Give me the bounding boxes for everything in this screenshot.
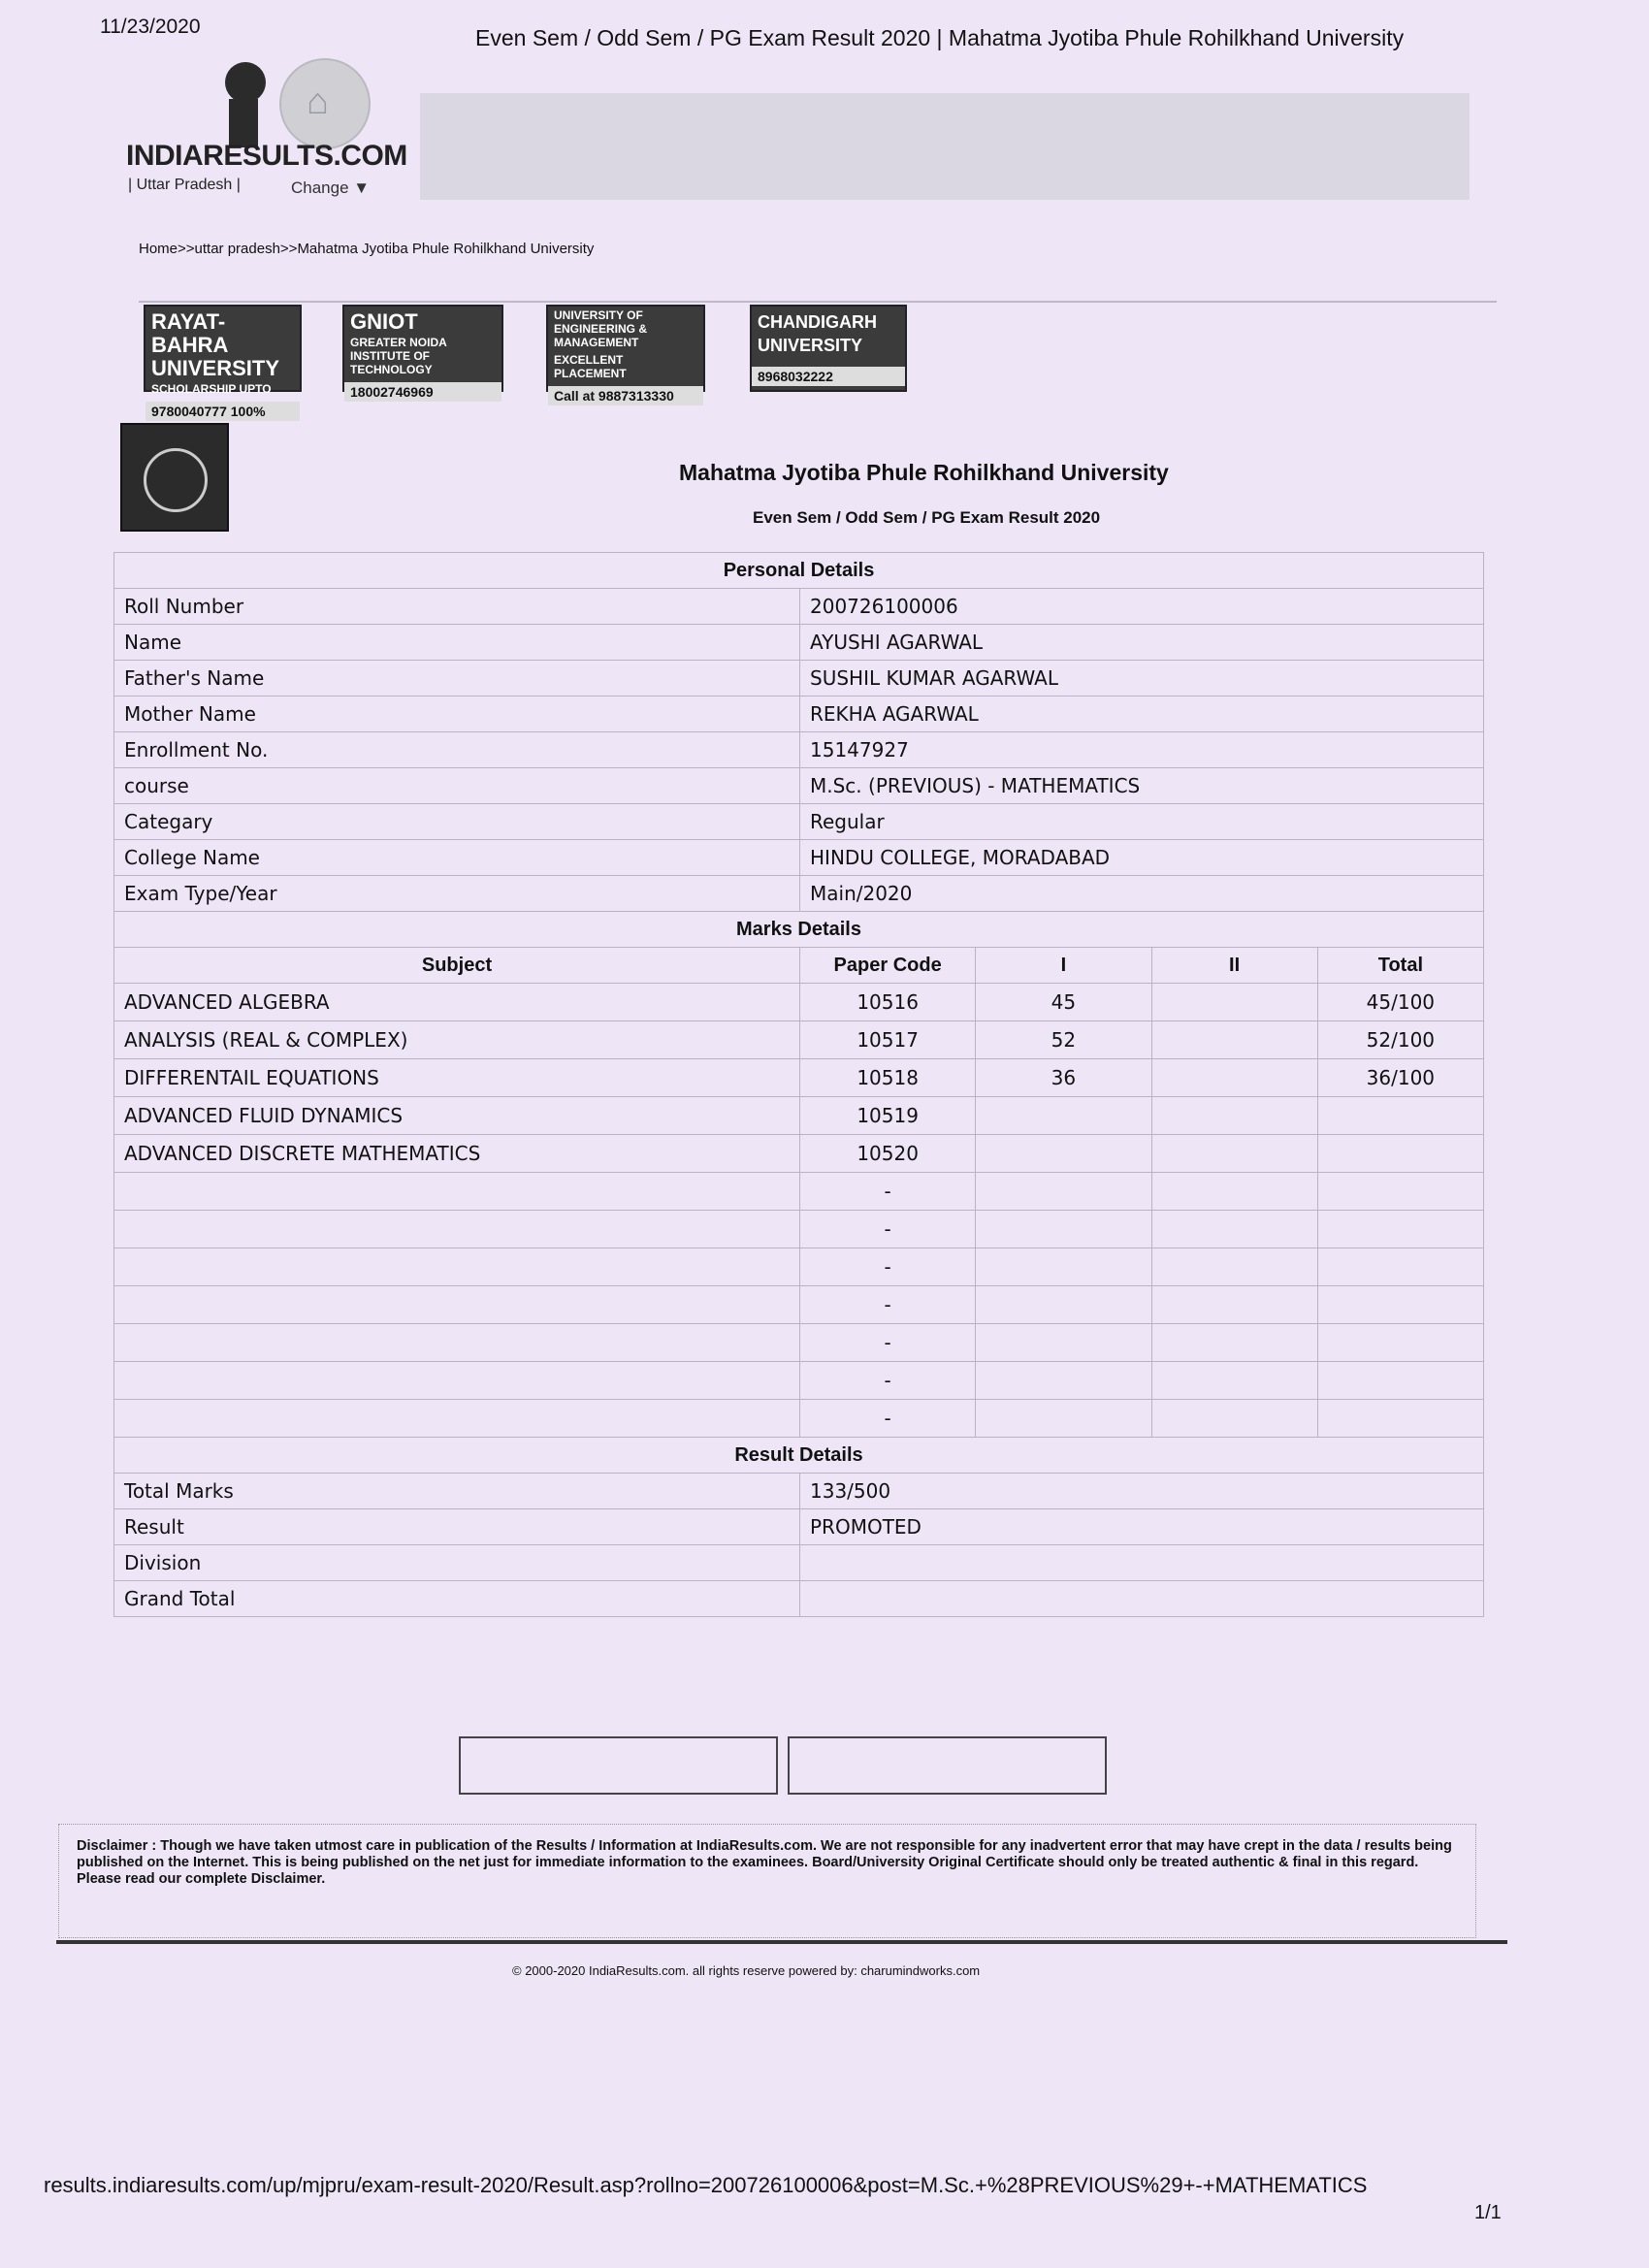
subject-header: Subject — [114, 948, 800, 984]
part-one-marks — [976, 1135, 1151, 1173]
part-one-marks — [976, 1097, 1151, 1135]
personal-row — [114, 661, 1484, 697]
university-seal — [120, 423, 229, 532]
personal-row — [114, 876, 1484, 912]
field-label: Division — [114, 1545, 800, 1581]
result-row — [114, 1581, 1484, 1617]
indiaresults-logo[interactable] — [124, 56, 407, 202]
result-row — [114, 1545, 1484, 1581]
total-header: Total — [1317, 948, 1483, 984]
back-button[interactable] — [788, 1736, 1107, 1795]
marks-row — [114, 984, 1484, 1021]
exam-name: Even Sem / Odd Sem / PG Exam Result 2020 — [753, 508, 1101, 527]
personal-row — [114, 589, 1484, 625]
marks-row — [114, 1173, 1484, 1211]
logo-text: INDIARESULTS.COM — [126, 140, 407, 172]
ad-rayat-bahra[interactable] — [144, 305, 302, 419]
ad-title: RAYAT-BAHRA UNIVERSITY — [151, 309, 280, 380]
subject-name — [114, 1173, 800, 1211]
part-two-marks — [1151, 1021, 1317, 1059]
paper-code: 10516 — [800, 984, 976, 1021]
total-marks — [1317, 1286, 1483, 1324]
part-one-marks — [976, 1173, 1151, 1211]
total-marks — [1317, 1211, 1483, 1248]
subject-name: ADVANCED DISCRETE MATHEMATICS — [114, 1135, 800, 1173]
marks-row — [114, 1135, 1484, 1173]
paper-code: 10517 — [800, 1021, 976, 1059]
ad-title: CHANDIGARH UNIVERSITY — [758, 312, 877, 355]
paper-code: - — [800, 1211, 976, 1248]
print-date: 11/23/2020 — [100, 16, 201, 38]
total-marks — [1317, 1400, 1483, 1438]
field-label: Grand Total — [114, 1581, 800, 1617]
marks-row — [114, 1400, 1484, 1438]
result-row — [114, 1474, 1484, 1509]
paper-code: - — [800, 1362, 976, 1400]
total-marks: 36/100 — [1317, 1059, 1483, 1097]
print-button[interactable] — [459, 1736, 778, 1795]
field-value: 200726100006 — [800, 589, 1484, 625]
subject-name — [114, 1211, 800, 1248]
marks-row — [114, 1211, 1484, 1248]
field-label: Father's Name — [114, 661, 800, 697]
field-value: M.Sc. (PREVIOUS) - MATHEMATICS — [800, 768, 1484, 804]
field-value: Regular — [800, 804, 1484, 840]
paper-code: - — [800, 1400, 976, 1438]
field-label: course — [114, 768, 800, 804]
marks-heading-row — [114, 912, 1484, 948]
change-state-link[interactable]: Change ▼ — [291, 178, 371, 197]
subject-name — [114, 1324, 800, 1362]
paper-code: 10518 — [800, 1059, 976, 1097]
field-value: PROMOTED — [800, 1509, 1484, 1545]
personal-details-heading: Personal Details — [114, 553, 1484, 589]
personal-row — [114, 625, 1484, 661]
ad-subtitle: EXCELLENT PLACEMENT — [554, 353, 627, 380]
part-one-marks — [976, 1400, 1151, 1438]
personal-row — [114, 804, 1484, 840]
total-marks — [1317, 1173, 1483, 1211]
part-two-marks — [1151, 1173, 1317, 1211]
personal-row — [114, 697, 1484, 732]
ad-gniot[interactable] — [342, 305, 503, 400]
total-marks: 45/100 — [1317, 984, 1483, 1021]
subject-name — [114, 1400, 800, 1438]
ad-banner[interactable] — [420, 93, 1470, 200]
field-value: 15147927 — [800, 732, 1484, 768]
field-value: REKHA AGARWAL — [800, 697, 1484, 732]
part-two-marks — [1151, 1324, 1317, 1362]
marks-row — [114, 1286, 1484, 1324]
marks-row — [114, 1021, 1484, 1059]
paper-code: - — [800, 1173, 976, 1211]
field-value — [800, 1581, 1484, 1617]
part-one-header: I — [976, 948, 1151, 984]
field-value: SUSHIL KUMAR AGARWAL — [800, 661, 1484, 697]
breadcrumb[interactable]: Home>>uttar pradesh>>Mahatma Jyotiba Phule Rohilkhand University — [139, 241, 595, 257]
subject-name: DIFFERENTAIL EQUATIONS — [114, 1059, 800, 1097]
part-one-marks: 45 — [976, 984, 1151, 1021]
field-label: Enrollment No. — [114, 732, 800, 768]
marks-header-row — [114, 948, 1484, 984]
field-value: AYUSHI AGARWAL — [800, 625, 1484, 661]
marks-row — [114, 1362, 1484, 1400]
field-label: Categary — [114, 804, 800, 840]
paper-code: - — [800, 1324, 976, 1362]
subject-name: ANALYSIS (REAL & COMPLEX) — [114, 1021, 800, 1059]
subject-name — [114, 1362, 800, 1400]
field-label: Exam Type/Year — [114, 876, 800, 912]
ad-chandigarh-university[interactable] — [750, 305, 907, 392]
result-details-heading: Result Details — [114, 1438, 1484, 1474]
marks-details-heading: Marks Details — [114, 912, 1484, 948]
total-marks — [1317, 1324, 1483, 1362]
ad-phone: 18002746969 — [344, 382, 501, 402]
field-label: Result — [114, 1509, 800, 1545]
ad-subtitle: GREATER NOIDA INSTITUTE OF TECHNOLOGY — [350, 336, 447, 376]
divider — [139, 301, 1497, 303]
marks-row — [114, 1248, 1484, 1286]
ad-phone: 8968032222 — [752, 367, 905, 386]
state-label: | Uttar Pradesh | — [128, 177, 241, 193]
field-label: Mother Name — [114, 697, 800, 732]
ad-phone: Call at 9887313330 — [548, 386, 703, 405]
field-value — [800, 1545, 1484, 1581]
total-marks — [1317, 1097, 1483, 1135]
ad-phone: 9780040777 100% — [146, 402, 300, 421]
paper-code: 10519 — [800, 1097, 976, 1135]
marks-row — [114, 1097, 1484, 1135]
field-value: 133/500 — [800, 1474, 1484, 1509]
print-page-title: Even Sem / Odd Sem / PG Exam Result 2020 | Mahatma Jyotiba Phule Rohilkhand University — [475, 25, 1405, 50]
paper-code: - — [800, 1286, 976, 1324]
seal-wheel-icon — [144, 448, 208, 512]
uttar-pradesh-map-icon: ⌂ — [279, 58, 371, 149]
part-one-marks: 36 — [976, 1059, 1151, 1097]
total-marks — [1317, 1248, 1483, 1286]
ad-uem[interactable] — [546, 305, 705, 404]
field-value: HINDU COLLEGE, MORADABAD — [800, 840, 1484, 876]
total-marks: 52/100 — [1317, 1021, 1483, 1059]
part-one-marks — [976, 1324, 1151, 1362]
part-two-marks — [1151, 1248, 1317, 1286]
field-label: College Name — [114, 840, 800, 876]
print-page-number: 1/1 — [1474, 2202, 1502, 2223]
disclaimer-text: Disclaimer : Though we have taken utmost care in publication of the Results / Information at IndiaResults.com. We are not responsible for any inadvertent error that may have crept in the data / results being published on the Internet. This is being published on the net just for immediate information to the examinees. Board/University Original Certificate should only be treated authentic & final in this regard. Please read our complete Disclaimer. — [58, 1824, 1476, 1938]
ad-title: GNIOT — [350, 309, 418, 334]
part-two-marks — [1151, 1097, 1317, 1135]
part-two-marks — [1151, 1362, 1317, 1400]
ad-subtitle: SCHOLARSHIP UPTO — [151, 382, 272, 396]
part-two-marks — [1151, 1059, 1317, 1097]
part-two-header: II — [1151, 948, 1317, 984]
paper-code-header: Paper Code — [800, 948, 976, 984]
marks-row — [114, 1059, 1484, 1097]
copyright: © 2000-2020 IndiaResults.com. all rights reserve powered by: charumindworks.com — [512, 1963, 981, 1978]
field-label: Name — [114, 625, 800, 661]
part-one-marks — [976, 1248, 1151, 1286]
part-one-marks — [976, 1362, 1151, 1400]
field-value: Main/2020 — [800, 876, 1484, 912]
subject-name: ADVANCED FLUID DYNAMICS — [114, 1097, 800, 1135]
part-two-marks — [1151, 1211, 1317, 1248]
personal-row — [114, 732, 1484, 768]
field-label: Roll Number — [114, 589, 800, 625]
part-two-marks — [1151, 984, 1317, 1021]
part-two-marks — [1151, 1400, 1317, 1438]
ad-title: UNIVERSITY OF ENGINEERING & MANAGEMENT — [554, 308, 648, 349]
total-marks — [1317, 1362, 1483, 1400]
result-heading-row — [114, 1438, 1484, 1474]
result-row — [114, 1509, 1484, 1545]
personal-row — [114, 768, 1484, 804]
part-two-marks — [1151, 1135, 1317, 1173]
marks-row — [114, 1324, 1484, 1362]
part-one-marks — [976, 1211, 1151, 1248]
part-one-marks — [976, 1286, 1151, 1324]
field-label: Total Marks — [114, 1474, 800, 1509]
subject-name — [114, 1248, 800, 1286]
personal-row — [114, 840, 1484, 876]
part-one-marks: 52 — [976, 1021, 1151, 1059]
result-table — [113, 552, 1484, 1617]
total-marks — [1317, 1135, 1483, 1173]
paper-code: - — [800, 1248, 976, 1286]
footer-divider — [56, 1940, 1507, 1944]
subject-name — [114, 1286, 800, 1324]
logo-dot-icon — [225, 62, 266, 103]
paper-code: 10520 — [800, 1135, 976, 1173]
print-page-url: results.indiaresults.com/up/mjpru/exam-result-2020/Result.asp?rollno=200726100006&post=M.Sc.+%28PREVIOUS%29+-+MATHEMATICS — [44, 2173, 1368, 2197]
subject-name: ADVANCED ALGEBRA — [114, 984, 800, 1021]
university-name: Mahatma Jyotiba Phule Rohilkhand University — [679, 460, 1169, 485]
part-two-marks — [1151, 1286, 1317, 1324]
